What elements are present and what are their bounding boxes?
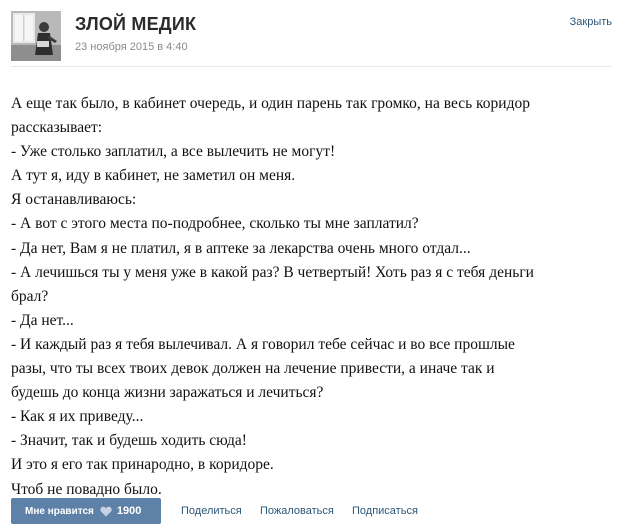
post-date[interactable]: 23 ноября 2015 в 4:40 xyxy=(75,41,188,53)
post-text-line: Чтоб не повадно было. xyxy=(11,480,162,498)
header-divider xyxy=(11,66,612,67)
avatar[interactable] xyxy=(11,11,61,61)
share-link[interactable]: Поделиться xyxy=(181,505,242,517)
post-text-line: - И каждый раз я тебя вылечивал. А я говорил тебе сейчас и во все прошлые xyxy=(11,335,515,353)
post-text-line: - Значит, так и будешь ходить сюда! xyxy=(11,432,247,450)
post-header xyxy=(0,0,623,66)
heart-icon xyxy=(100,506,112,517)
close-link[interactable]: Закрыть xyxy=(569,16,612,28)
like-button[interactable] xyxy=(11,498,161,524)
author-name[interactable]: ЗЛОЙ МЕДИК xyxy=(75,14,197,34)
avatar-image xyxy=(11,11,61,61)
like-label: Мне нравится xyxy=(25,505,94,517)
post-text-line: - Как я их приведу... xyxy=(11,408,144,426)
post-text-line: А еще так было, в кабинет очередь, и один парень так громко, на весь коридор xyxy=(11,95,530,112)
post-text-line: - Да нет, Вам я не платил, я в аптеке за лекарства очень много отдал... xyxy=(11,239,471,257)
post-actions xyxy=(11,498,611,524)
post-text-line: рассказывает: xyxy=(11,119,103,137)
report-link[interactable]: Пожаловаться xyxy=(260,505,334,517)
post-text xyxy=(11,92,611,502)
post-text-line: будешь до конца жизни заражаться и лечиться? xyxy=(11,384,324,402)
post-text-line: А тут я, иду в кабинет, не заметил он меня. xyxy=(11,167,296,185)
post-text-line: - Да нет... xyxy=(11,311,74,329)
post-text-line: брал? xyxy=(11,287,49,305)
post-text-line: - А лечишься ты у меня уже в какой раз? В четвертый! Хоть раз я с тебя деньги xyxy=(11,263,534,281)
post-text-line: - А вот с этого места по-подробнее, сколько ты мне заплатил? xyxy=(11,215,419,233)
post-text-line: Я останавливаюсь: xyxy=(11,191,137,209)
like-count: 1900 xyxy=(116,505,142,517)
post-text-line: И это я его так принародно, в коридоре. xyxy=(11,456,274,474)
post-text-line: - Уже столько заплатил, а все вылечить не могут! xyxy=(11,143,336,161)
subscribe-link[interactable]: Подписаться xyxy=(352,505,418,517)
post-text-line: разы, что ты всех твоих девок должен на лечение привести, а иначе так и xyxy=(11,360,495,378)
